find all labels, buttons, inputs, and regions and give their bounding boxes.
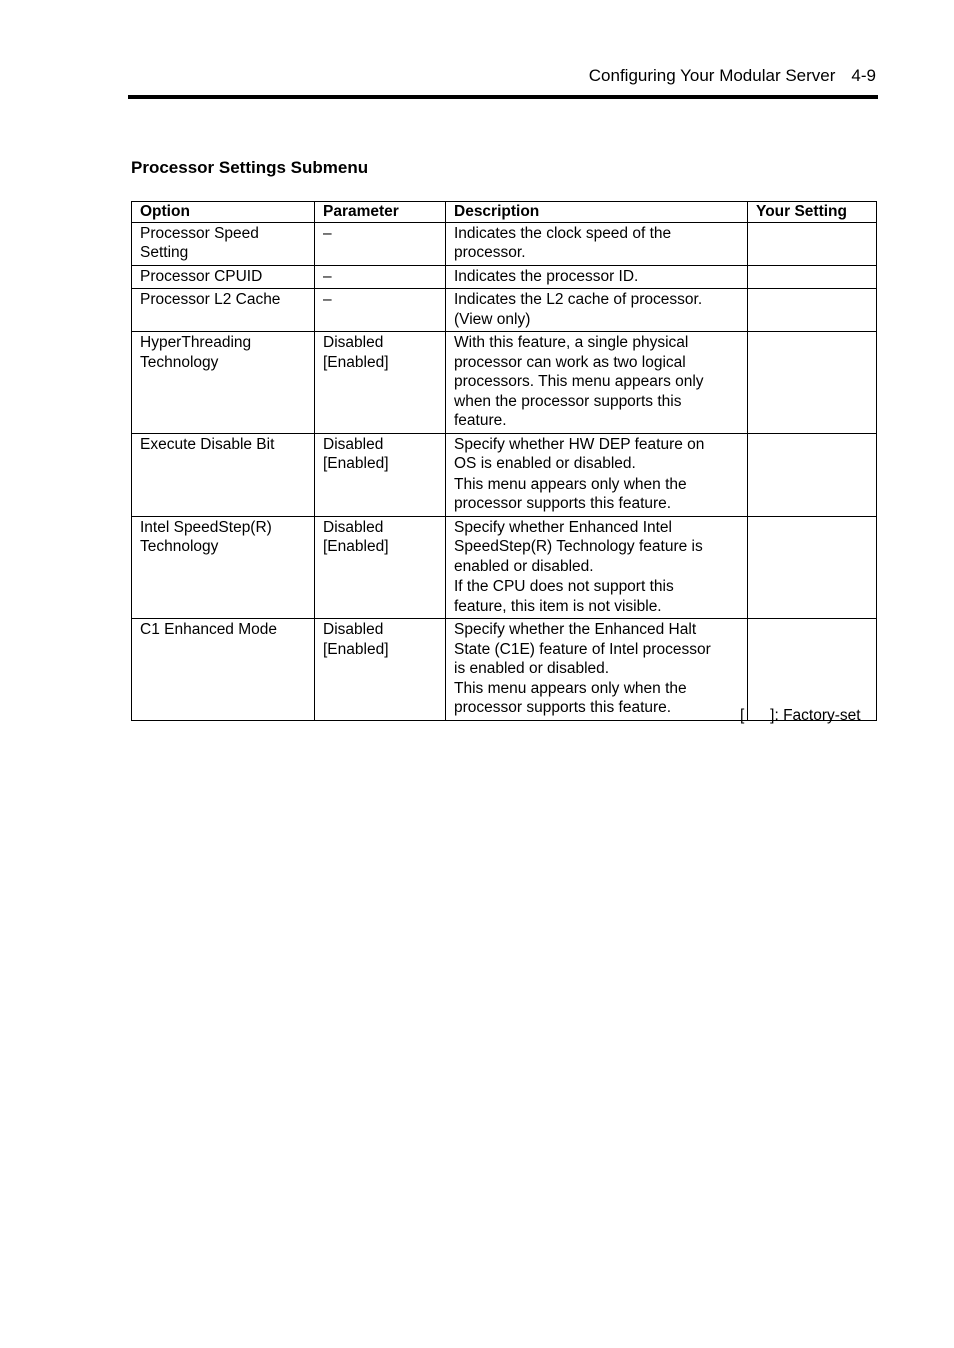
description-cell — [446, 332, 748, 434]
description-cell — [446, 265, 748, 289]
parameter-value: [Enabled] — [323, 538, 389, 555]
description-line: This menu appears only when the — [454, 475, 687, 493]
table-row — [132, 433, 877, 516]
your-setting-cell — [748, 265, 877, 289]
description-paragraph — [454, 435, 739, 474]
your-setting-cell — [748, 332, 877, 434]
description-paragraph — [454, 518, 739, 577]
description-line: processor supports this feature. — [454, 699, 672, 716]
option-cell — [132, 222, 315, 265]
option-text: Processor CPUID — [140, 267, 263, 285]
option-text: C1 Enhanced Mode — [140, 621, 278, 638]
option-cell — [132, 619, 315, 721]
option-text: Execute Disable Bit — [140, 435, 275, 453]
column-header-parameter: Parameter — [315, 202, 446, 223]
description-line: With this feature, a single physical — [454, 334, 689, 351]
table-row — [132, 619, 877, 721]
description-line: OS is enabled or disabled. — [454, 455, 636, 472]
description-paragraph — [454, 577, 739, 616]
parameter-cell — [315, 433, 446, 516]
column-header-option: Option — [132, 202, 315, 223]
parameter-cell — [315, 289, 446, 332]
running-header — [128, 66, 876, 86]
description-line: processor can work as two logical — [454, 353, 686, 371]
option-text: Technology — [140, 353, 219, 371]
option-cell — [132, 332, 315, 434]
option-text: Processor Speed — [140, 224, 259, 242]
section-title: Processor Settings Submenu — [131, 158, 369, 177]
description-cell — [446, 619, 748, 721]
header-rule — [128, 95, 878, 99]
column-header-your-setting: Your Setting — [748, 202, 877, 223]
settings-table — [131, 201, 877, 721]
option-text: Processor L2 Cache — [140, 291, 281, 308]
option-text: HyperThreading — [140, 334, 252, 351]
description-cell — [446, 516, 748, 619]
description-line: is enabled or disabled. — [454, 660, 610, 677]
description-line: Specify whether Enhanced Intel — [454, 518, 672, 536]
description-cell — [446, 289, 748, 332]
table-header-row — [132, 202, 877, 223]
description-line: Indicates the L2 cache of processor. — [454, 291, 703, 308]
description-line: enabled or disabled. — [454, 557, 594, 575]
parameter-value: Disabled — [323, 435, 384, 453]
description-line: processor supports this feature. — [454, 495, 672, 512]
table-row — [132, 265, 877, 289]
parameter-value: [Enabled] — [323, 353, 389, 371]
parameter-value: – — [323, 291, 332, 308]
option-text: Intel SpeedStep(R) — [140, 518, 272, 536]
description-line: State (C1E) feature of Intel processor — [454, 640, 711, 658]
description-line: Indicates the processor ID. — [454, 267, 639, 285]
parameter-value: [Enabled] — [323, 640, 389, 658]
running-title: Configuring Your Modular Server — [588, 66, 836, 85]
description-paragraph — [454, 620, 739, 718]
factory-set-footnote: [ ]: Factory-set — [740, 707, 861, 724]
option-cell — [132, 265, 315, 289]
description-line: SpeedStep(R) Technology feature is — [454, 538, 703, 555]
parameter-cell — [315, 222, 446, 265]
description-line: Specify whether HW DEP feature on — [454, 435, 705, 453]
parameter-cell — [315, 516, 446, 619]
table-row — [132, 289, 877, 332]
description-paragraph — [454, 475, 739, 514]
description-paragraph — [454, 290, 739, 329]
description-line: (View only) — [454, 310, 531, 328]
parameter-cell — [315, 619, 446, 721]
parameter-value: Disabled — [323, 621, 384, 638]
description-paragraph — [454, 333, 739, 431]
description-line: This menu appears only when the — [454, 679, 687, 697]
table-row — [132, 516, 877, 619]
column-header-description: Description — [446, 202, 748, 223]
description-line: Specify whether the Enhanced Halt — [454, 621, 697, 638]
description-line: when the processor supports this — [454, 392, 682, 410]
page-number: 4-9 — [851, 66, 876, 85]
option-text: Setting — [140, 244, 189, 261]
table-row — [132, 222, 877, 265]
your-setting-cell — [748, 222, 877, 265]
option-cell — [132, 516, 315, 619]
your-setting-cell — [748, 619, 877, 721]
option-cell — [132, 289, 315, 332]
parameter-value: – — [323, 267, 332, 285]
description-paragraph — [454, 267, 739, 287]
parameter-value: Disabled — [323, 334, 384, 351]
your-setting-cell — [748, 433, 877, 516]
parameter-cell — [315, 265, 446, 289]
description-paragraph — [454, 224, 739, 263]
description-line: feature, this item is not visible. — [454, 597, 662, 615]
option-text: Technology — [140, 538, 219, 555]
table-row — [132, 332, 877, 434]
your-setting-cell — [748, 289, 877, 332]
parameter-value: – — [323, 224, 332, 242]
parameter-value: Disabled — [323, 518, 384, 536]
description-cell — [446, 433, 748, 516]
table-body — [132, 222, 877, 720]
description-line: feature. — [454, 412, 507, 429]
option-cell — [132, 433, 315, 516]
description-cell — [446, 222, 748, 265]
description-line: processors. This menu appears only — [454, 373, 704, 390]
your-setting-cell — [748, 516, 877, 619]
parameter-cell — [315, 332, 446, 434]
description-line: Indicates the clock speed of the — [454, 224, 672, 242]
description-line: If the CPU does not support this — [454, 578, 674, 595]
description-line: processor. — [454, 244, 526, 261]
parameter-value: [Enabled] — [323, 455, 389, 472]
